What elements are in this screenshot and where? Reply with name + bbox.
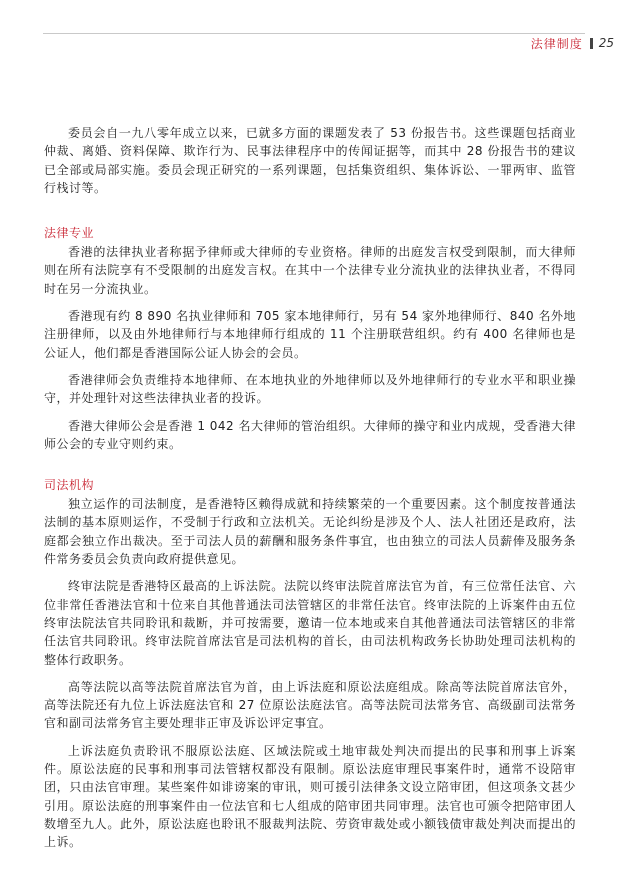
judiciary-paragraph-1: 独立运作的司法制度，是香港特区赖得成就和持续繁荣的一个重要因素。这个制度按普通法法制的基本原则运作，不受制于行政和立法机关。无论纠纷是涉及个人、法人社团还是政府，法庭都会独立作出裁决。至于司法人员的薪酬和服务条件事宜，也由独立的司法人员薪俸及服务条件常务委员会负责向政府提供意见。 [44,497,576,567]
page-number: 25 [598,36,614,50]
legal-profession-paragraph-1: 香港的法律执业者称据予律师或大律师的专业资格。律师的出庭发言权受到限制，而大律师则在所有法院享有不受限制的出庭发言权。在其中一个法律专业分流执业的法律执业者，不得同时在另一分流执业。 [44,245,576,296]
page-body [44,124,576,861]
legal-profession-paragraph-2: 香港现有约 8 890 名执业律师和 705 家本地律师行，另有 54 家外地律师行、840 名外地注册律师，以及由外地律师行与本地律师行组成的 11 个注册联营组织。约有 400 名律师也是公证人，他们都是香港国际公证人协会的会员。 [44,309,576,360]
judiciary-paragraph-2: 终审法院是香港特区最高的上诉法院。法院以终审法院首席法官为首，有三位常任法官、六位非常任香港法官和十位来自其他普通法司法管辖区的非常任法官。终审法院的上诉案件由五位终审法院法官共同聆讯和裁断，并可按需要，邀请一位本地或来自其他普通法司法管辖区的非常任法官共同聆讯。终审法院首席法官是司法机构的首长，由司法机构政务长协助处理司法机构的整体行政职务。 [44,579,576,667]
legal-profession-paragraph-4: 香港大律师公会是香港 1 042 名大律师的管治组织。大律师的操守和业内成规，受香港大律师公会的专业守则约束。 [44,418,576,451]
intro-paragraph: 委员会自一九八零年成立以来，已就多方面的课题发表了 53 份报告书。这些课题包括商业仲裁、离婚、资料保障、欺诈行为、民事法律程序中的传闻证据等，而其中 28 份报告书的建议已全部或局部实施。委员会现正研究的一系列课题，包括集资组织、集体诉讼、一罪两审、监管行栈讨等。 [44,126,576,195]
judiciary-paragraph-3: 高等法院以高等法院首席法官为首，由上诉法庭和原讼法庭组成。除高等法院首席法官外，高等法院还有九位上诉法庭法官和 27 位原讼法庭法官。高等法院司法常务官、高级副司法常务官和副司法常务官主要处理非正审及诉讼评定事宜。 [44,679,576,731]
heading-judiciary: 司法机构 [44,478,95,493]
running-header [531,35,614,51]
heading-legal-profession: 法律专业 [44,226,95,241]
header-separator [590,38,593,49]
section-title: 法律制度 [530,36,583,51]
legal-profession-paragraph-3: 香港律师会负责维持本地律师、在本地执业的外地律师以及外地律师行的专业水平和职业操守，并处理针对这些法律执业者的投诉。 [44,372,576,406]
header-rule [43,33,585,34]
judiciary-paragraph-4: 上诉法庭负责聆讯不服原讼法庭、区域法院或土地审裁处判决而提出的民事和刑事上诉案件。原讼法庭的民事和刑事司法管辖权都没有限制。原讼法庭审理民事案件时，通常不设陪审团，只由法官审理。某些案件如诽谤案的审讯，则可援引法律条文设立陪审团，但这项条文甚少引用。原讼法庭的刑事案件由一位法官和七人组成的陪审团共同审理。法官也可颁令把陪审团人数增至九人。此外，原讼法庭也聆讯不服裁判法院、劳资审裁处或小额钱债审裁处判决而提出的上诉。 [44,743,576,850]
